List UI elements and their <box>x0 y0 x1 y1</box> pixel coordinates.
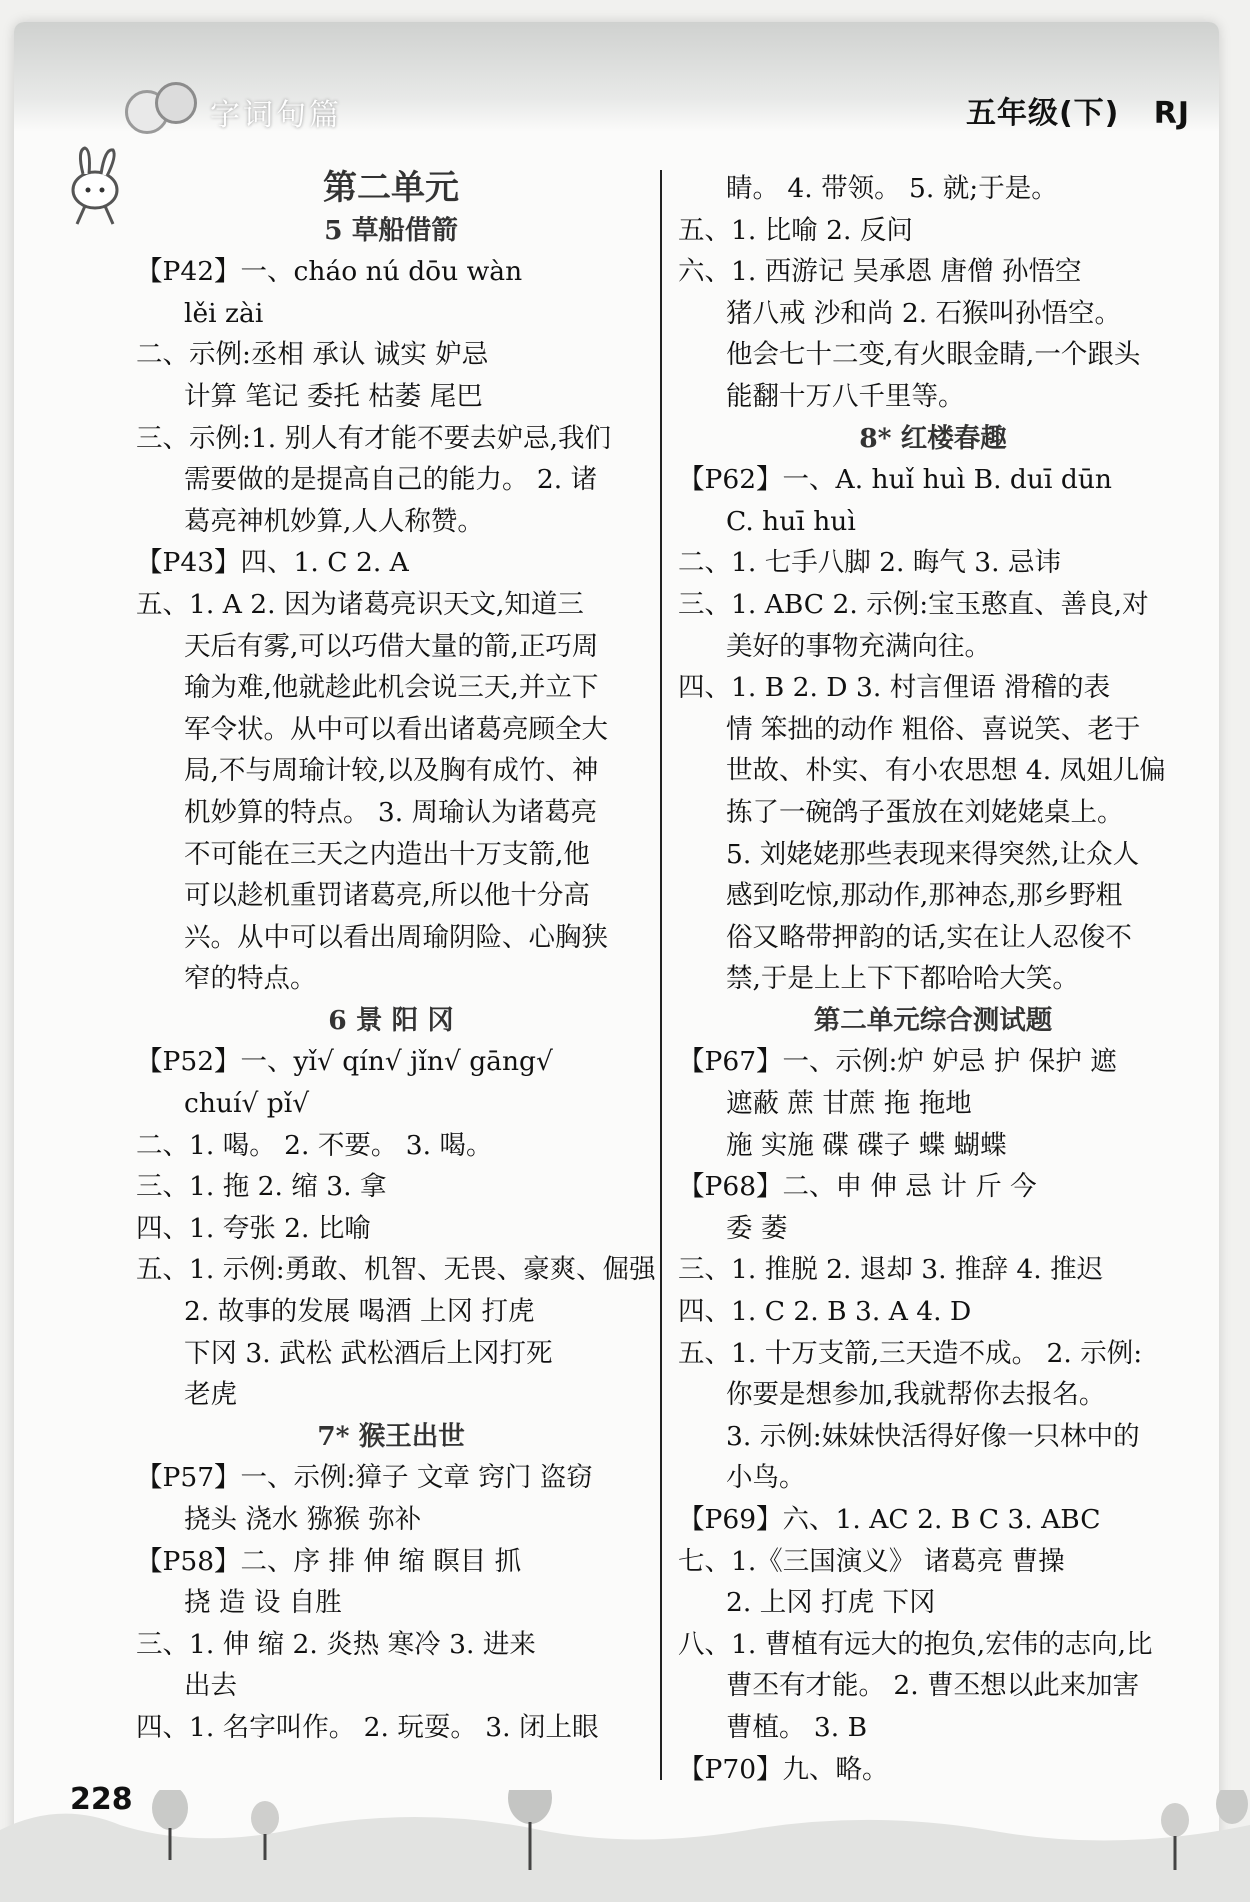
answer-line: 【P57】一、示例:獐子 文章 窍门 盗窃 <box>136 1462 593 1494</box>
answer-line: 四、1. 夸张 2. 比喻 <box>136 1212 371 1244</box>
lesson-title: 7* 猴王出世 <box>317 1420 465 1452</box>
answer-line-continued: 下冈 3. 武松 武松酒后上冈打死 <box>184 1337 553 1369</box>
answer-line-continued: 5. 刘姥姥那些表现来得突然,让众人 <box>726 838 1140 870</box>
answer-line-continued: chuí√ pǐ√ <box>184 1088 310 1120</box>
answer-line-continued: 2. 故事的发展 喝酒 上冈 打虎 <box>184 1296 535 1328</box>
answer-line: 八、1. 曹植有远大的抱负,宏伟的志向,比 <box>678 1628 1153 1660</box>
answer-line-continued: 禁,于是上上下下都哈哈大笑。 <box>726 963 1079 995</box>
answer-line-continued: 局,不与周瑜计较,以及胸有成竹、神 <box>184 755 599 787</box>
answer-line-continued: 机妙算的特点。 3. 周瑜认为诸葛亮 <box>184 796 598 828</box>
answer-line: 二、示例:丞相 承认 诚实 妒忌 <box>136 339 489 371</box>
answer-line-continued: 军令状。从中可以看出诸葛亮顾全大 <box>184 713 608 745</box>
answer-line: 【P62】一、A. huǐ huì B. duī dūn <box>678 464 1112 496</box>
column-divider <box>660 170 662 1780</box>
answer-line: 四、1. 名字叫作。 2. 玩耍。 3. 闭上眼 <box>136 1711 599 1743</box>
answer-line-continued: 他会七十二变,有火眼金睛,一个跟头 <box>726 339 1141 371</box>
answer-line-continued: 曹植。 3. B <box>726 1711 868 1743</box>
answer-line: 五、1. 十万支箭,三天造不成。 2. 示例: <box>678 1337 1143 1369</box>
answer-line-continued: 3. 示例:妹妹快活得好像一只林中的 <box>726 1420 1140 1452</box>
answer-line-continued: 小鸟。 <box>726 1462 806 1494</box>
answer-line: 四、1. B 2. D 3. 村言俚语 滑稽的表 <box>678 672 1111 704</box>
answer-line-continued: 老虎 <box>184 1379 237 1411</box>
answer-line: 六、1. 西游记 吴承恩 唐僧 孙悟空 <box>678 256 1082 288</box>
answer-line: 【P67】一、示例:炉 妒忌 护 保护 遮 <box>678 1046 1117 1078</box>
lesson-title: 8* 红楼春趣 <box>859 422 1007 454</box>
answer-line: 【P43】四、1. C 2. A <box>136 547 409 579</box>
answer-line-continued: 俗又略带押韵的话,实在让人忍俊不 <box>726 921 1132 953</box>
answer-line: 五、1. 比喻 2. 反问 <box>678 214 913 246</box>
answer-line-continued: 不可能在三天之内造出十万支箭,他 <box>184 838 590 870</box>
lesson-title: 5 草船借箭 <box>324 214 458 246</box>
answer-line: 三、示例:1. 别人有才能不要去妒忌,我们 <box>136 422 612 454</box>
bunny-icon <box>55 140 135 230</box>
left-column <box>136 168 656 1749</box>
answer-line-continued: 天后有雾,可以巧借大量的箭,正巧周 <box>184 630 599 662</box>
answer-line-continued: 猪八戒 沙和尚 2. 石猴叫孙悟空。 <box>726 297 1122 329</box>
answer-line: 四、1. C 2. B 3. A 4. D <box>678 1296 972 1328</box>
answer-line: 【P70】九、略。 <box>678 1753 889 1785</box>
balloon-icon <box>155 82 197 124</box>
answer-line-continued: 2. 上冈 打虎 下冈 <box>726 1587 936 1619</box>
answer-line-continued: 睛。 4. 带领。 5. 就;于是。 <box>726 173 1058 204</box>
answer-line-continued: 窄的特点。 <box>184 963 317 995</box>
answer-line: 【P42】一、cháo nú dōu wàn <box>136 256 523 288</box>
page-number: 228 <box>70 1782 133 1817</box>
answer-line-continued: 委 萎 <box>726 1212 788 1244</box>
answer-line: 二、1. 七手八脚 2. 晦气 3. 忌讳 <box>678 547 1061 579</box>
unit-title: 第二单元 <box>323 168 459 208</box>
answer-line: 【P68】二、申 伸 忌 计 斤 今 <box>678 1171 1037 1203</box>
answer-line-continued: 施 实施 碟 碟子 蝶 蝴蝶 <box>726 1129 1007 1161</box>
answer-line-continued: C. huī huì <box>726 505 856 537</box>
answer-line-continued: lěi zài <box>184 297 264 329</box>
answer-line-continued: 美好的事物充满向往。 <box>726 630 991 662</box>
answer-line: 三、1. 拖 2. 缩 3. 拿 <box>136 1171 387 1203</box>
answer-line-continued: 葛亮神机妙算,人人称赞。 <box>184 505 484 537</box>
answer-line: 三、1. 伸 缩 2. 炎热 寒冷 3. 进来 <box>136 1628 536 1660</box>
lesson-title: 6 景 阳 冈 <box>328 1004 454 1036</box>
answer-line-continued: 可以趁机重罚诸葛亮,所以他十分高 <box>184 880 590 912</box>
answer-line-continued: 情 笨拙的动作 粗俗、喜说笑、老于 <box>726 713 1141 745</box>
answer-line-continued: 感到吃惊,那动作,那神态,那乡野粗 <box>726 880 1123 912</box>
answer-line-continued: 遮蔽 蔗 甘蔗 拖 拖地 <box>726 1088 972 1120</box>
answer-line-continued: 兴。从中可以看出周瑜阴险、心胸狭 <box>184 921 608 953</box>
answer-line-continued: 世故、朴实、有小农思想 4. 凤姐儿偏 <box>726 755 1166 787</box>
answer-line: 七、1.《三国演义》 诸葛亮 曹操 <box>678 1545 1065 1577</box>
answer-line-continued: 挠 造 设 自胜 <box>184 1587 342 1619</box>
answer-line-continued: 能翻十万八千里等。 <box>726 380 965 412</box>
footer-decoration <box>0 1790 1250 1902</box>
answer-line-continued: 需要做的是提高自己的能力。 2. 诸 <box>184 464 598 496</box>
answer-line-continued: 出去 <box>184 1670 237 1702</box>
answer-line-continued: 计算 笔记 委托 枯萎 尾巴 <box>184 380 483 412</box>
lesson-title: 第二单元综合测试题 <box>813 1004 1053 1036</box>
grade-label: 五年级(下) RJ <box>965 96 1190 131</box>
answer-line-continued: 拣了一碗鸽子蛋放在刘姥姥桌上。 <box>726 796 1124 828</box>
answer-line-continued: 挠头 浇水 猕猴 弥补 <box>184 1504 422 1535</box>
answer-line: 二、1. 喝。 2. 不要。 3. 喝。 <box>136 1129 493 1161</box>
answer-line: 【P58】二、序 排 伸 缩 瞑目 抓 <box>136 1545 522 1577</box>
right-column <box>678 168 1188 1790</box>
section-tab: 字词句篇 <box>210 98 342 133</box>
answer-line: 【P52】一、yǐ√ qín√ jǐn√ gāng√ <box>136 1046 553 1078</box>
answer-line: 三、1. ABC 2. 示例:宝玉憨直、善良,对 <box>678 588 1149 620</box>
answer-line: 五、1. 示例:勇敢、机智、无畏、豪爽、倔强 <box>136 1254 656 1286</box>
answer-line-continued: 瑜为难,他就趁此机会说三天,并立下 <box>184 672 599 704</box>
answer-line-continued: 你要是想参加,我就帮你去报名。 <box>726 1379 1106 1411</box>
answer-line: 【P69】六、1. AC 2. B C 3. ABC <box>678 1504 1101 1535</box>
answer-line: 三、1. 推脱 2. 退却 3. 推辞 4. 推迟 <box>678 1254 1104 1286</box>
answer-line: 五、1. A 2. 因为诸葛亮识天文,知道三 <box>136 588 584 620</box>
answer-line-continued: 曹丕有才能。 2. 曹丕想以此来加害 <box>726 1670 1140 1702</box>
